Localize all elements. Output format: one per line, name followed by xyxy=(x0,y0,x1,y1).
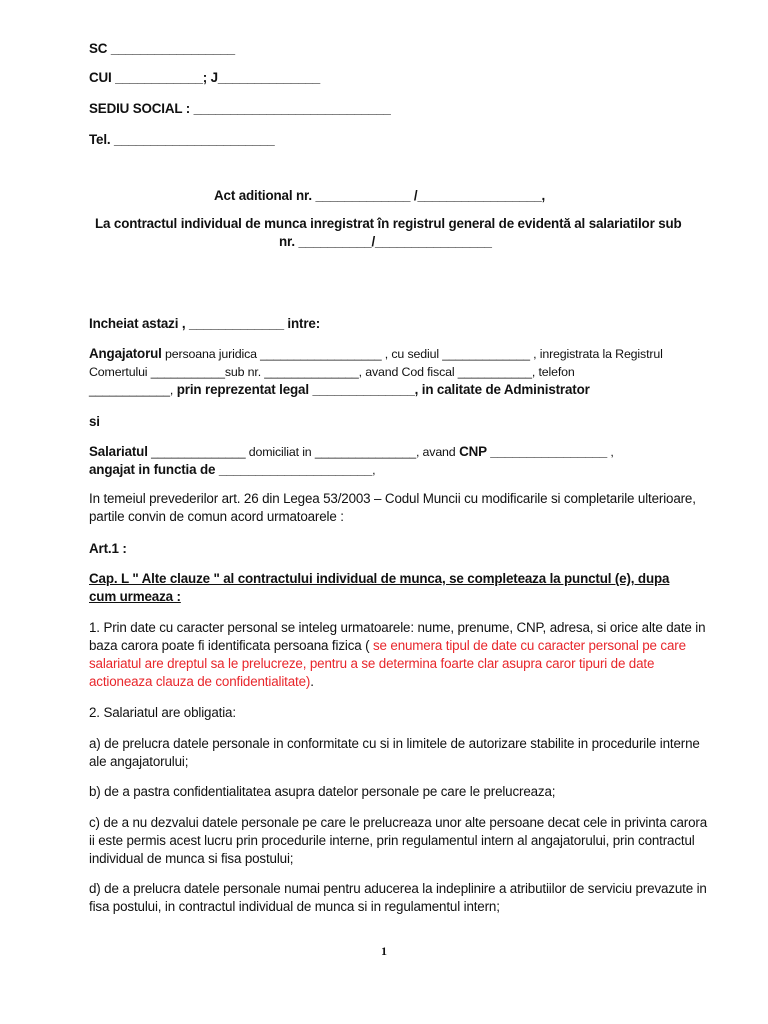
company-tel-line: Tel. ______________________ xyxy=(89,132,275,147)
employer-phone-blank: ____________, xyxy=(89,383,174,397)
article-1-heading: Art.1 : xyxy=(89,541,127,556)
employer-line-3 xyxy=(89,382,590,398)
clause-2c-line-3: individual de munca si fisa postului; xyxy=(89,851,294,866)
employee-details: ______________ domiciliat in _______________, avand xyxy=(147,445,456,459)
intro-line-1: In temeiul prevederilor art. 26 din Legea 53/2003 – Codul Muncii cu modificarile si completarile ulterioare, xyxy=(89,491,696,506)
employer-details-1: persoana juridica __________________ , cu sediul _____________ , inregistrata la Registrul xyxy=(161,347,663,361)
employer-line-2: Comertului ___________sub nr. ______________, avand Cod fiscal ___________, telefon xyxy=(89,365,575,379)
employee-cnp: CNP ________________ xyxy=(455,444,608,459)
clause-1-line-1: 1. Prin date cu caracter personal se inteleg urmatoarele: nume, prenume, CNP, adresa, si orice alte date in xyxy=(89,620,706,635)
clause-2-heading: 2. Salariatul are obligatia: xyxy=(89,705,236,720)
chapter-heading-line-1: Cap. L " Alte clauze " al contractului individual de munca, se completeaza la punctul (e), dupa xyxy=(89,571,670,586)
employer-line-1 xyxy=(89,346,663,362)
intro-line-2: partile convin de comun acord urmatoarele : xyxy=(89,509,344,524)
clause-2c-line-2: ii este permis acest lucru prin procedurile interne, prin regulamentul intern al angajatorului, prin contractul xyxy=(89,833,695,848)
employee-label: Salariatul xyxy=(89,444,148,459)
clause-2d-line-2: fisa postului, in contractul individual de munca si in regulamentul intern; xyxy=(89,899,500,914)
document-title: Act aditional nr. _____________ /_________________, xyxy=(214,188,546,203)
clause-2c-line-1: c) de a nu dezvalui datele personale pe care le prelucreaza unor alte persoane decat cele in privinta carora xyxy=(89,815,708,830)
concluded-date-line: Incheiat astazi , _____________ intre: xyxy=(89,316,321,331)
employee-position-end: , xyxy=(372,463,376,477)
page-number: 1 xyxy=(381,944,387,958)
and-word: si xyxy=(89,414,100,429)
clause-2d-line-1: d) de a prelucra datele personale numai pentru aducerea la indeplinire a atributiilor de serviciu prevazute in xyxy=(89,881,707,896)
clause-1-period: . xyxy=(310,674,314,689)
employee-line-2 xyxy=(89,462,375,478)
company-cui-line: CUI ____________; J______________ xyxy=(89,70,321,85)
clause-1-note-line-3: salariatul are dreptul sa le prelucreze, pentru a se determina foarte clar asupra caror tipuri de date xyxy=(89,656,655,671)
clause-1-line-2-text: baza carora poate fi identificata persoana fizica ( xyxy=(89,638,370,653)
employer-label: Angajatorul xyxy=(89,346,162,361)
clause-1-note-start: se enumera tipul de date cu caracter personal pe care xyxy=(369,638,686,653)
employee-line-1 xyxy=(89,444,614,460)
clause-1-line-4 xyxy=(89,674,314,690)
clause-2a-line-1: a) de prelucra datele personale in conformitate cu si in limitele de autorizare stabilite in procedurile interne xyxy=(89,736,700,751)
company-sediu-line: SEDIU SOCIAL : ___________________________ xyxy=(89,101,391,116)
employer-representative: prin reprezentat legal ______________, in calitate de Administrator xyxy=(173,382,590,397)
employee-comma: , xyxy=(607,445,614,459)
clause-2b-line-1: b) de a pastra confidentialitatea asupra datelor personale pe care le prelucreaza; xyxy=(89,784,556,799)
employee-position: angajat in functia de _____________________ xyxy=(89,462,373,477)
company-sc-line: SC _________________ xyxy=(89,41,235,56)
clause-1-line-2 xyxy=(89,638,686,654)
title-contract-line: La contractul individual de munca inregistrat în registrul general de evidentă al salariatilor sub xyxy=(95,216,682,231)
chapter-heading-line-2: cum urmeaza : xyxy=(89,589,181,604)
clause-2a-line-2: ale angajatorului; xyxy=(89,754,189,769)
clause-1-note-end: actioneaza clauza de confidentialitate) xyxy=(89,674,311,689)
title-number-line: nr. __________/________________ xyxy=(279,234,492,249)
